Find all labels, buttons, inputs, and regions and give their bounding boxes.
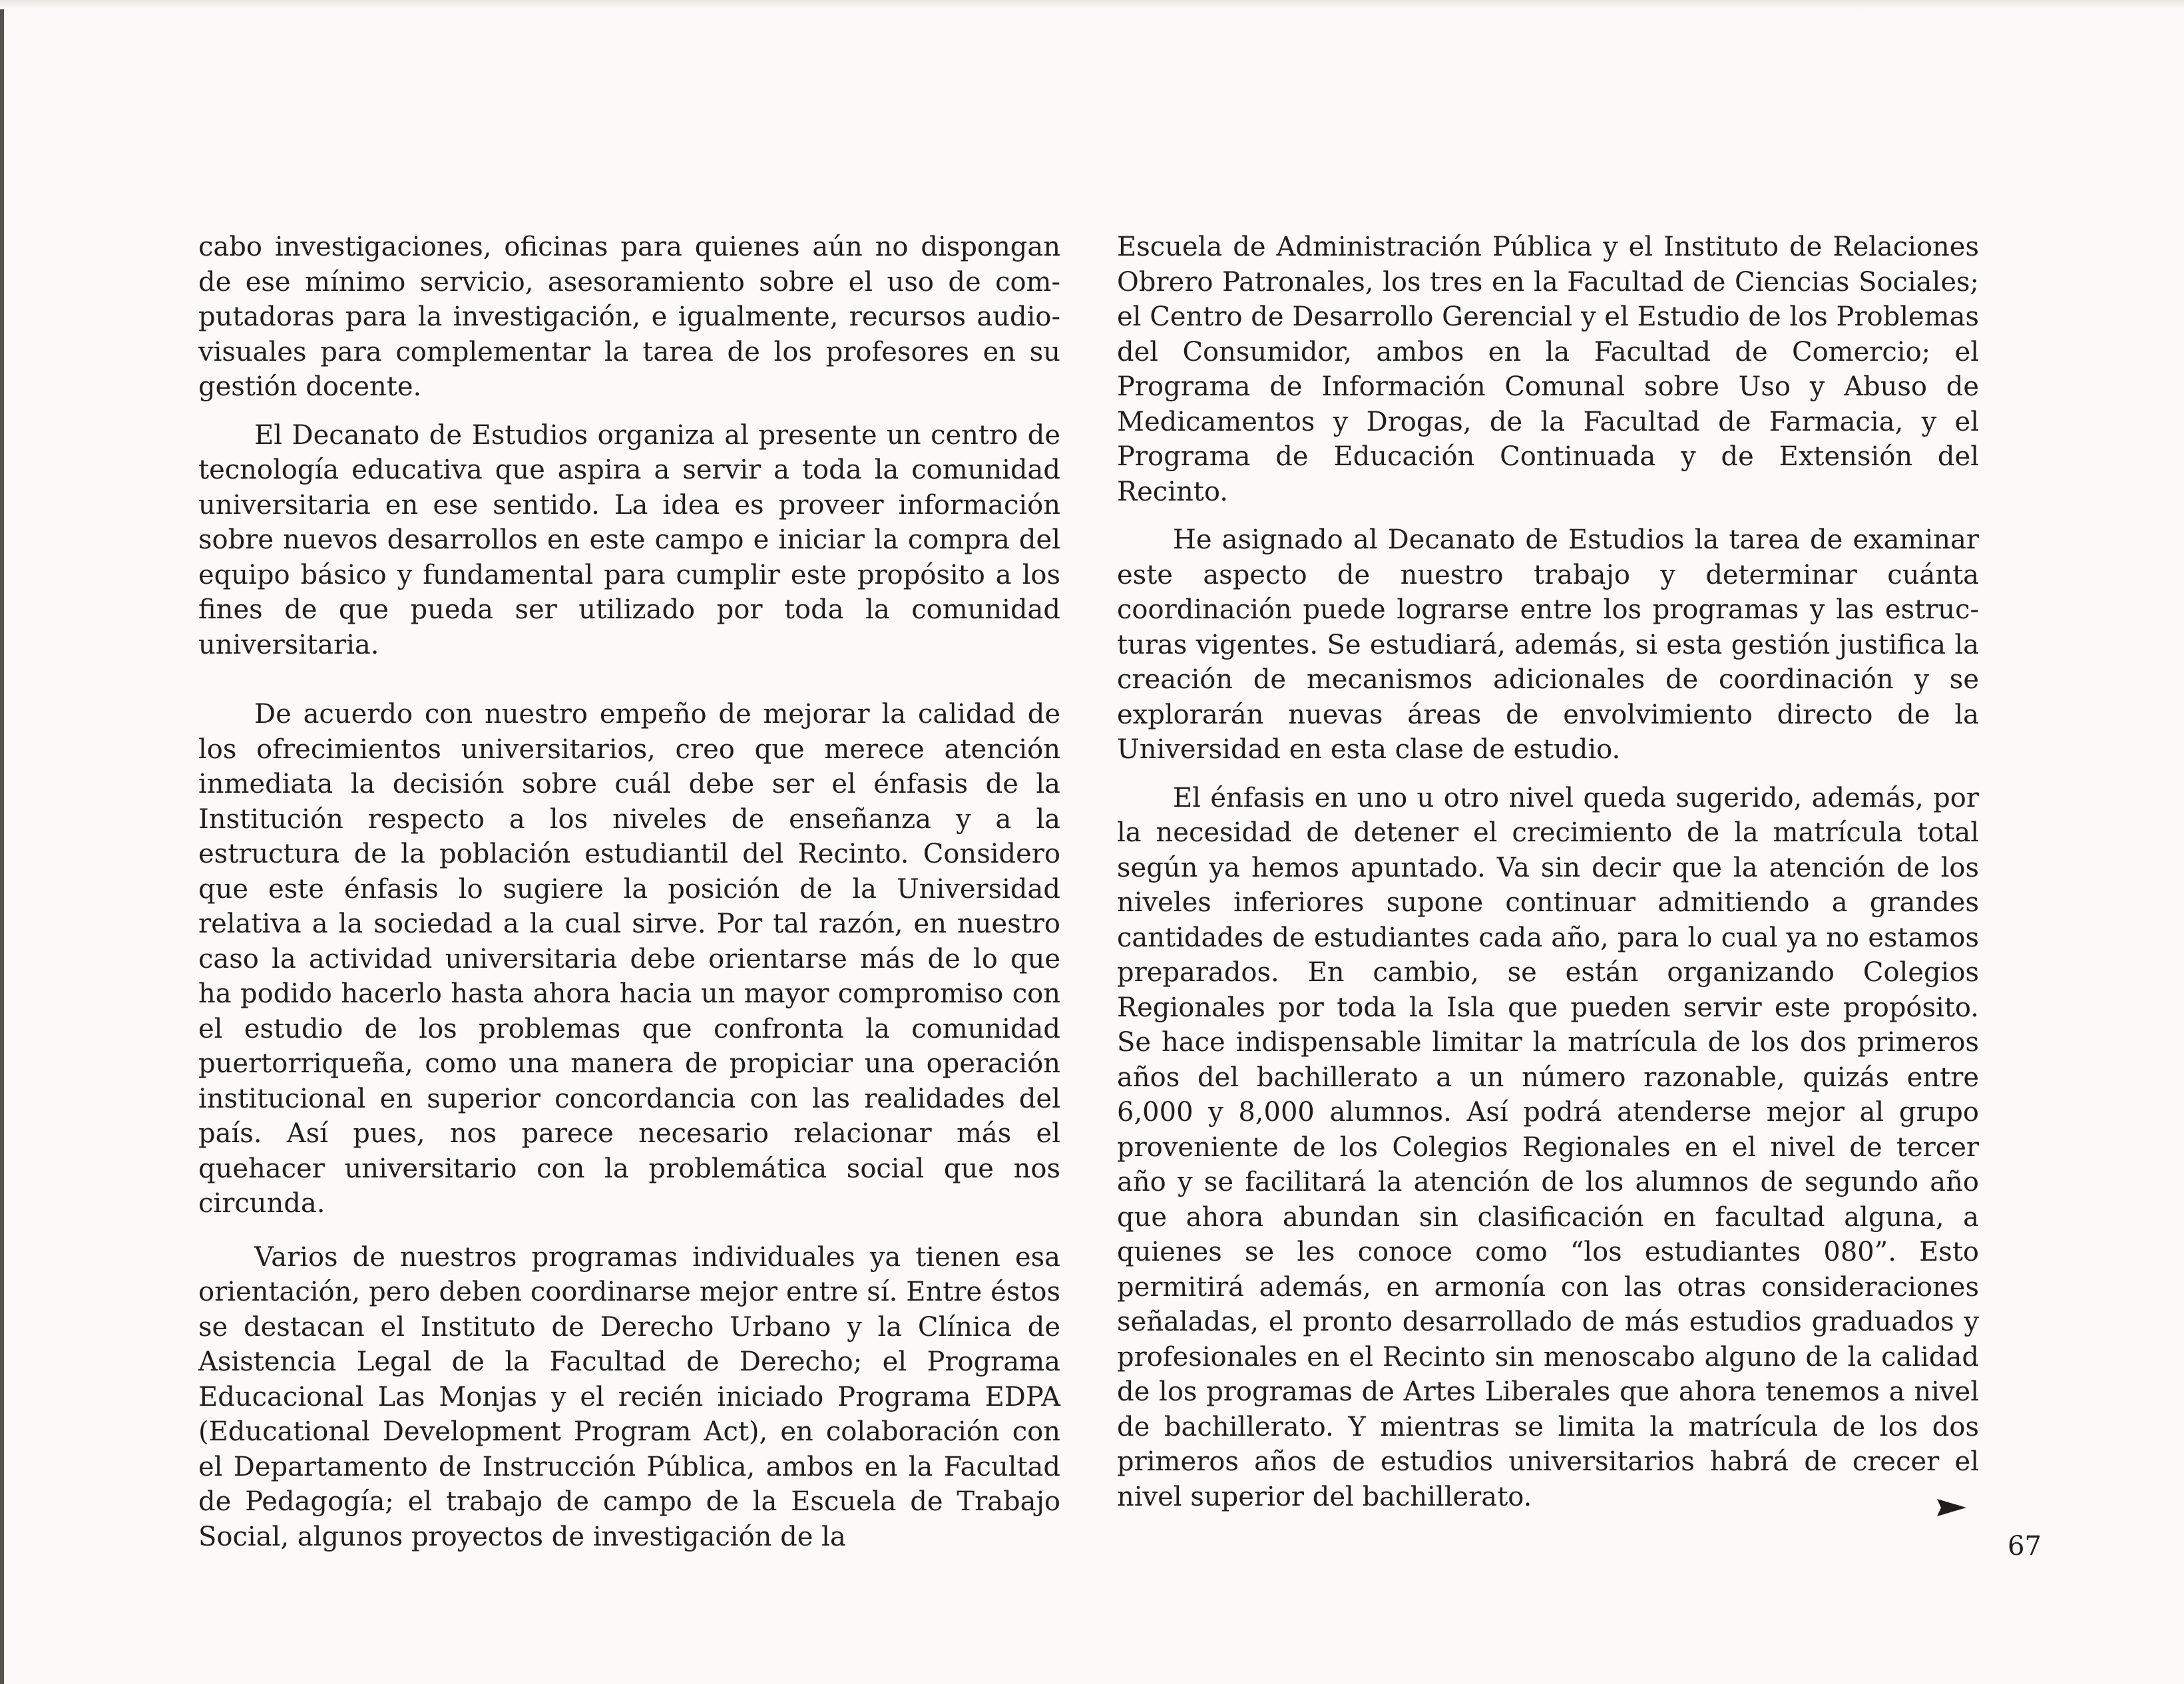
- right-paragraph-3: El énfasis en uno u otro nivel queda sugerido, además, por la necesidad de detener el crecimiento de la matrícula total según ya hemos apuntado. Va sin decir que la atención de los niveles inferiores supone continuar admitiendo a grandes cantidades de estudiantes cada año, para lo cual ya no estamos preparados. En cambio, se están organizando Colegios Regionales por toda la Isla que pueden servir este propósito. Se hace indispensable limitar la matrícula de los dos primeros años del bachillerato a un número razonable, quizás entre 6,000 y 8,000 alumnos. Así podrá atenderse mejor al grupo proveniente de los Colegios Regionales en el nivel de tercer año y se facilitará la atención de los alumnos de segundo año que ahora abundan sin clasificación en facultad alguna, a quienes se les conoce como “los estudiantes 080”. Esto permitirá además, en armonía con las otras consideraciones señaladas, el pronto desarrollado de más estudios graduados y profesionales en el Recinto sin menoscabo alguno de la calidad de los programas de Artes Liberales que ahora tenemos a nivel de bachillerato. Y mientras se limita la matrícula de los dos primeros años de estudios universitarios habrá de crecer el nivel superior del bachillerato.: [1117, 782, 1979, 1512]
- left-paragraph-1: cabo investigaciones, oficinas para quienes aún no dispongan de ese mínimo servicio, asesoramiento sobre el uso de computadoras para la investigación, e igualmente, recursos audiovisuales para complementar la tarea de los profesores en su gestión docente.: [198, 232, 1060, 402]
- right-column: [1117, 230, 1979, 1528]
- left-paragraph-2: El Decanato de Estudios organiza al presente un centro de tecnología educativa que aspira a servir a toda la comunidad universitaria en ese sentido. La idea es proveer información sobre nuevos desarrollos en este campo e iniciar la compra del equipo básico y fundamental para cumplir este propósito a los fines de que pueda ser utilizado por toda la comunidad universitaria.: [198, 419, 1060, 660]
- left-column: [198, 230, 1060, 1568]
- binding-edge: [0, 0, 4, 1684]
- left-paragraph-4: Varios de nuestros programas individuales ya tienen esa orientación, pero deben coordinarse mejor entre sí. Entre éstos se destacan el Instituto de Derecho Urbano y la Clínica de Asistencia Legal de la Facultad de Derecho; el Programa Educacional Las Monjas y el recién iniciado Programa EDPA (Educational Development Program Act), en colaboración con el Departamento de Instrucción Pública, ambos en la Facultad de Pedagogía; el trabajo de campo de la Escuela de Trabajo Social, algunos proyectos de investigación de la: [198, 1241, 1060, 1552]
- right-paragraph-1: Escuela de Administración Pública y el Instituto de Relaciones Obrero Patronales, los tres en la Facultad de Ciencias Sociales; el Centro de Desarrollo Gerencial y el Estudio de los Problemas del Consumidor, ambos en la Facultad de Comercio; el Programa de Información Comunal sobre Uso y Abuso de Medicamentos y Drogas, de la Facultad de Farmacia, y el Programa de Educación Continuada y de Extensión del Recinto.: [1117, 232, 1979, 507]
- left-paragraph-3: De acuerdo con nuestro empeño de mejorar la calidad de los ofrecimientos universitarios, creo que merece atención inmediata la decisión sobre cuál debe ser el énfasis de la Institución respecto a los niveles de enseñanza y a la estructura de la población estudiantil del Recinto. Considero que este énfasis lo sugiere la posición de la Universidad relativa a la sociedad a la cual sirve. Por tal razón, en nuestro caso la actividad universitaria debe orientarse más de lo que ha podido hacerlo hasta ahora hacia un mayor compromiso con el estudio de los problemas que confronta la comunidad puertorriqueña, como una manera de propiciar una operación institucional en superior concordancia con las realidades del país. Así pues, nos parece necesario relacionar más el quehacer universitario con la problemática social que nos circunda.: [198, 699, 1060, 1219]
- page-number: 67: [2008, 1531, 2042, 1562]
- right-paragraph-2: He asignado al Decanato de Estudios la tarea de examinar este aspecto de nuestro trabajo y determinar cuánta coordinación puede lograrse entre los programas y las estructuras vigentes. Se estudiará, además, si esta gestión justifica la creación de mecanismos adicionales de coordinación y se explorarán nuevas áreas de envolvimiento directo de la Universidad en esta clase de estudio.: [1117, 525, 1979, 765]
- top-shadow: [0, 0, 2184, 9]
- continue-arrow-icon: [1937, 1499, 1966, 1516]
